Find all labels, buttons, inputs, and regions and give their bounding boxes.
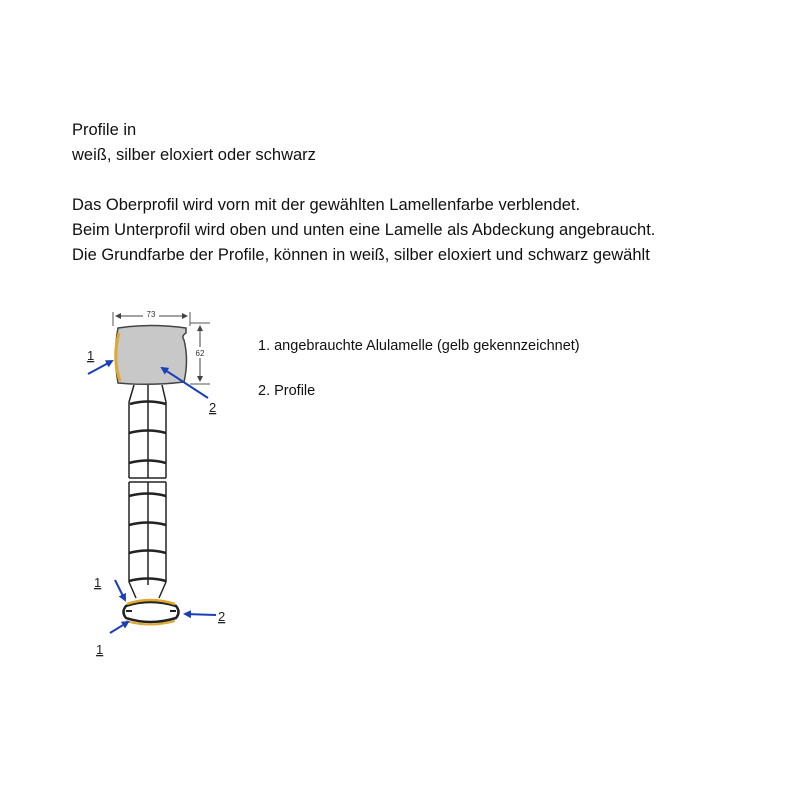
callout-2-top: 2 (209, 400, 217, 415)
callout-1-bottom-upper: 1 (94, 575, 102, 590)
callout-1-bottom-lower: 1 (96, 642, 104, 657)
description-line-3: Die Grundfarbe der Profile, können in weiß, silber eloxiert und schwarz gewählt (72, 246, 650, 264)
upper-slat-stack (129, 385, 166, 478)
intro-line-1: Profile in (72, 121, 137, 139)
intro-line-2: weiß, silber eloxiert oder schwarz (72, 146, 316, 164)
legend-item-2: 2. Profile (258, 383, 316, 399)
height-dimension (190, 323, 210, 384)
bottom-profile (124, 600, 179, 625)
description-line-1: Das Oberprofil wird vorn mit der gewählten Lamellenfarbe verblendet. (72, 196, 581, 214)
dimension-width-label: 73 (146, 310, 156, 319)
lower-slat-stack (129, 482, 166, 598)
top-profile (116, 326, 187, 385)
arrow-1-bottom-upper-icon (115, 580, 125, 600)
callout-1-top: 1 (87, 348, 95, 363)
callout-2-bottom: 2 (218, 609, 226, 624)
width-dimension (113, 308, 190, 326)
description-line-2: Beim Unterprofil wird oben und unten eine Lamelle als Abdeckung angebraucht. (72, 221, 656, 239)
arrow-1-bottom-lower-icon (110, 622, 128, 633)
legend-item-1: 1. angebrauchte Alulamelle (gelb gekennzeichnet) (258, 338, 580, 354)
dimension-height-label: 62 (195, 349, 205, 358)
arrow-2-bottom-icon (185, 614, 216, 615)
